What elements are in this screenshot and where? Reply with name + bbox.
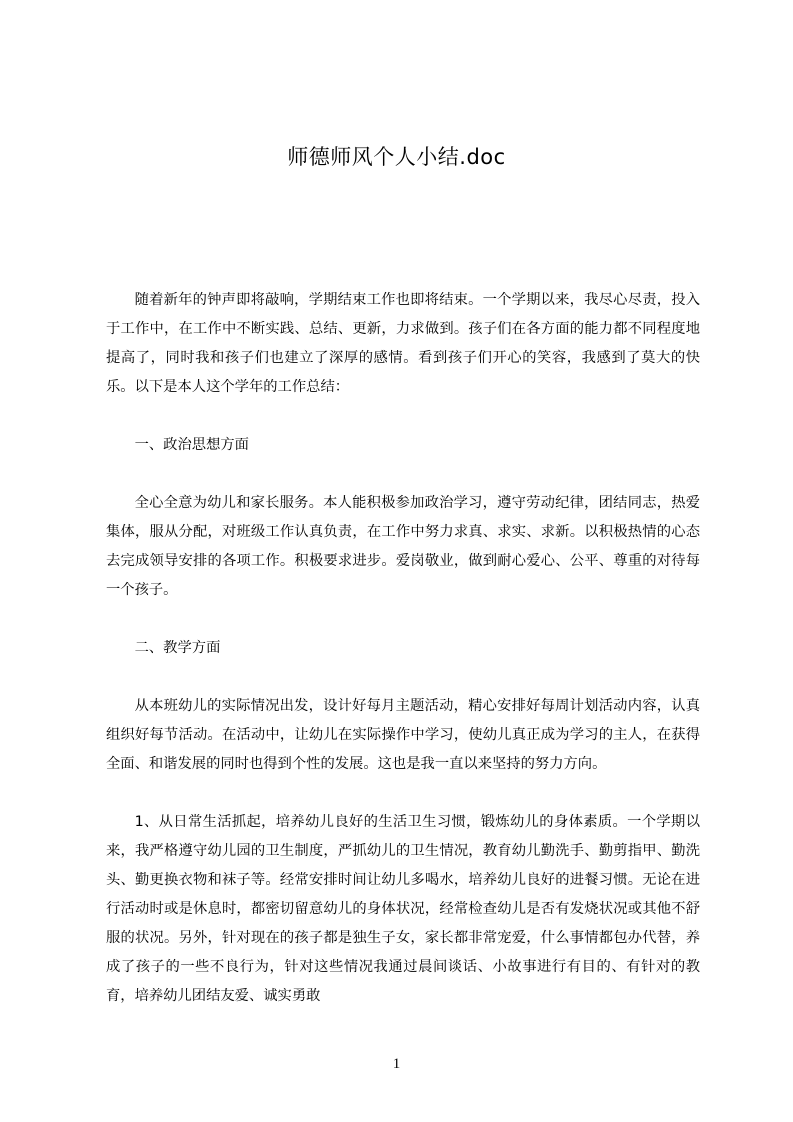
daily-life-paragraph: 1、从日常生活抓起，培养幼儿良好的生活卫生习惯，锻炼幼儿的身体素质。一个学期以来，我严格遵守幼儿园的卫生制度，严抓幼儿的卫生情况，教育幼儿勤洗手、勤剪指甲、勤洗头、勤更换衣物和袜子等。经常安排时间让幼儿多喝水，培养幼儿良好的进餐习惯。无论在进行活动时或是休息时，都密切留意幼儿的身体状况，经常检查幼儿是否有发烧状况或其他不舒服的状况。另外，针对现在的孩子都是独生子女，家长都非常宠爱，什么事情都包办代替，养成了孩子的一些不良行为，针对这些情况我通过晨间谈话、小故事进行有目的、有针对的教育，培养幼儿团结友爱、诚实勇敢 <box>106 814 700 1004</box>
document-body <box>106 286 700 1011</box>
politics-paragraph: 全心全意为幼儿和家长服务。本人能积极参加政治学习，遵守劳动纪律，团结同志，热爱集体，服从分配，对班级工作认真负责，在工作中努力求真、求实、求新。以积极热情的心态去完成领导安排的各项工作。积极要求进步。爱岗敬业，做到耐心爱心、公平、尊重的对待每一个孩子。 <box>106 495 700 598</box>
section-heading-politics: 一、政治思想方面 <box>134 437 249 453</box>
page-number: 1 <box>392 1056 401 1072</box>
section-heading-teaching: 二、教学方面 <box>134 640 221 656</box>
intro-paragraph: 随着新年的钟声即将敲响，学期结束工作也即将结束。一个学期以来，我尽心尽责，投入于工作中，在工作中不断实践、总结、更新，力求做到。孩子们在各方面的能力都不同程度地提高了，同时我和孩子们也建立了深厚的感情。看到孩子们开心的笑容，我感到了莫大的快乐。以下是本人这个学年的工作总结： <box>106 292 700 395</box>
teaching-paragraph: 从本班幼儿的实际情况出发，设计好每月主题活动，精心安排好每周计划活动内容，认真组织好每节活动。在活动中，让幼儿在实际操作中学习，使幼儿真正成为学习的主人，在获得全面、和谐发展的同时也得到个性的发展。这也是我一直以来坚持的努力方向。 <box>106 698 700 772</box>
document-title: 师德师风个人小结.doc <box>287 145 506 169</box>
